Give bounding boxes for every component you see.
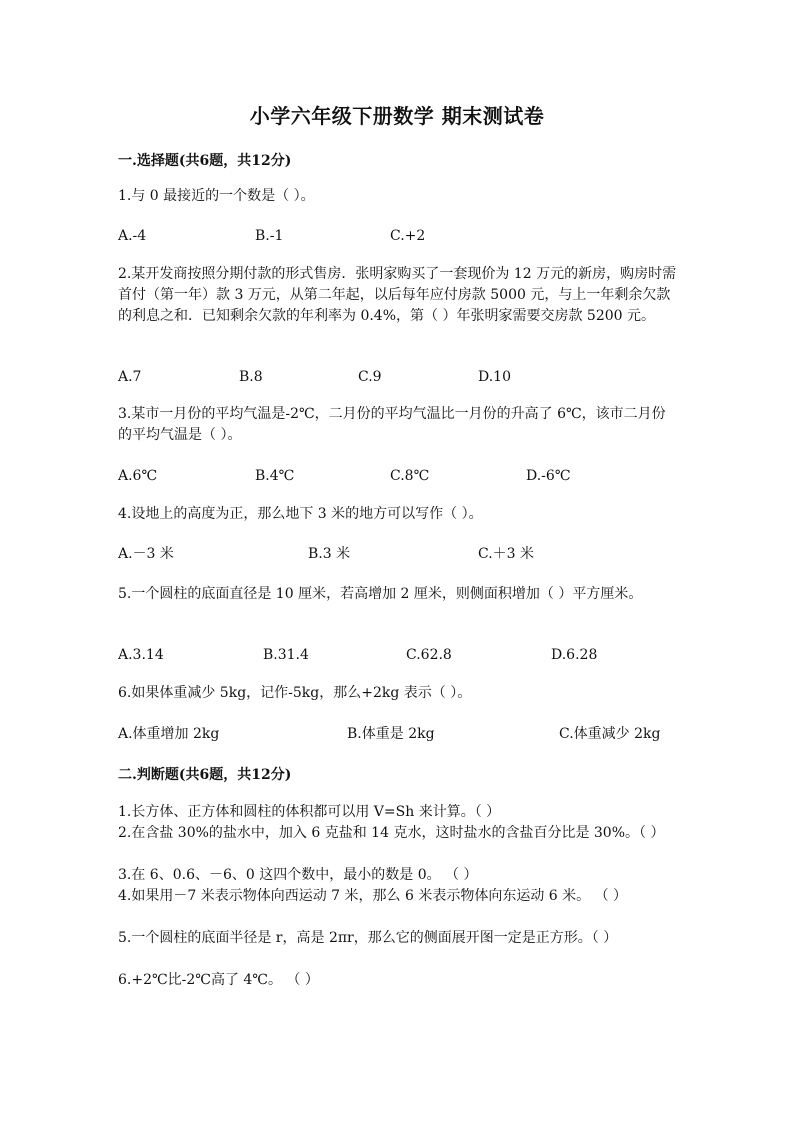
option-b: B.3 米 (308, 546, 351, 562)
judgement-question-5: 5.一个圆柱的底面半径是 r，高是 2πr，那么它的侧面展开图一定是正方形。（ ） (118, 930, 618, 946)
exam-title: 小学六年级下册数学 期末测试卷 (249, 104, 545, 128)
option-b: B.体重是 2kg (347, 726, 435, 742)
option-b: B.4℃ (255, 468, 295, 484)
option-d: D.-6℃ (526, 468, 571, 484)
choice-options-6 (118, 724, 678, 745)
option-a: A.-4 (118, 228, 147, 244)
option-c: C.62.8 (406, 647, 452, 663)
choice-options-2 (118, 367, 678, 388)
judgement-question-1: 1.长方体、正方体和圆柱的体积都可以用 V=Sh 来计算。（ ） (118, 804, 501, 820)
option-c: C.8℃ (390, 468, 430, 484)
option-b: B.31.4 (263, 647, 309, 663)
option-a: A.－3 米 (118, 546, 174, 562)
choice-question-1: 1.与 0 最接近的一个数是（ ）。 (118, 188, 315, 204)
judgement-question-6: 6.+2℃比-2℃高了 4℃。 （ ） (118, 972, 319, 988)
option-a: A.体重增加 2kg (118, 726, 220, 742)
choice-question-4: 4.设地上的高度为正，那么地下 3 米的地方可以写作（ ）。 (118, 506, 483, 522)
choice-question-6: 6.如果体重减少 5kg，记作-5kg，那么+2kg 表示（ ）。 (118, 685, 472, 701)
option-c: C.+2 (390, 228, 426, 244)
choice-options-4 (118, 544, 678, 565)
option-b: B.8 (239, 369, 263, 385)
option-a: A.3.14 (118, 647, 164, 663)
choice-question-2: 2.某开发商按照分期付款的形式售房．张明家购买了一套现价为 12 万元的新房，购房时需首付（第一年）款 3 万元，从第二年起，以后每年应付房款 5000 元，与上一年剩余欠款的利息之和．已知剩余欠款的年利率为 0.4%，第（ ）年张明家需要交房款 5200 元。 (118, 266, 677, 324)
choice-options-3 (118, 466, 678, 487)
choice-question-5: 5.一个圆柱的底面直径是 10 厘米，若高增加 2 厘米，则侧面积增加（ ）平方厘米。 (118, 586, 643, 602)
section-heading-choice: 一.选择题(共6题，共12分) (118, 153, 292, 169)
judgement-question-3: 3.在 6、0.6、－6、0 这四个数中，最小的数是 0。 （ ） (118, 867, 478, 883)
option-b: B.-1 (255, 228, 284, 244)
option-a: A.7 (118, 369, 142, 385)
option-d: D.10 (478, 369, 511, 385)
judgement-question-4: 4.如果用－7 米表示物体向西运动 7 米，那么 6 米表示物体向东运动 6 米。 （ ） (118, 888, 628, 904)
option-c: C.＋3 米 (478, 546, 535, 562)
choice-options-5 (118, 645, 678, 666)
choice-options-1 (118, 226, 678, 247)
option-c: C.体重减少 2kg (559, 726, 661, 742)
section-heading-judgement: 二.判断题(共6题，共12分) (118, 767, 292, 783)
option-c: C.9 (358, 369, 382, 385)
option-a: A.6℃ (118, 468, 158, 484)
choice-question-3: 3.某市一月份的平均气温是-2℃，二月份的平均气温比一月份的升高了 6℃，该市二月份的平均气温是（ ）。 (118, 406, 666, 443)
option-d: D.6.28 (551, 647, 598, 663)
judgement-question-2: 2.在含盐 30%的盐水中，加入 6 克盐和 14 克水，这时盐水的含盐百分比是 30%。（ ） (118, 825, 665, 841)
